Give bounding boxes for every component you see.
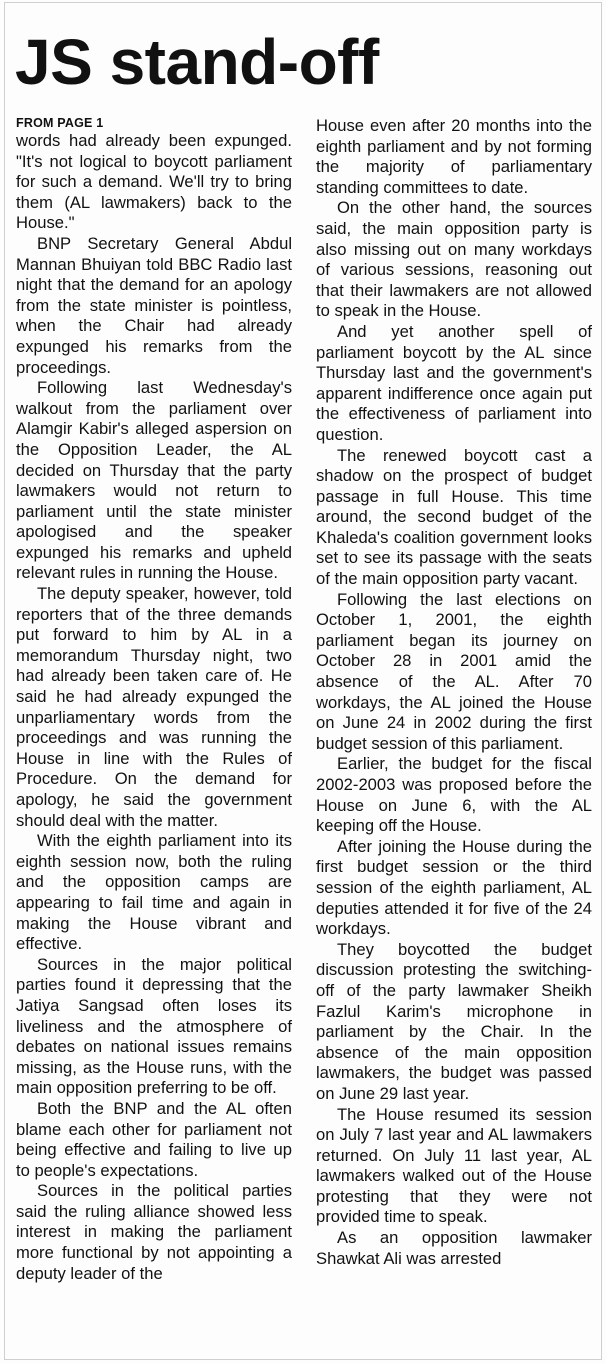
paragraph: Sources in the political parties said the ruling alliance showed less interest in making the parliament more functional by not appointing a deputy leader of the	[16, 1181, 292, 1283]
paragraph: Both the BNP and the AL often blame each other for parliament not being effective and failing to live up to people's expectations.	[16, 1098, 292, 1180]
paragraph: And yet another spell of parliament boycott by the AL since Thursday last and the government's apparent indifference once again put the effectiveness of parliament into question.	[316, 321, 592, 444]
paragraph: As an opposition lawmaker Shawkat Ali was arrested	[316, 1228, 592, 1268]
paragraph: House even after 20 months into the eighth parliament and by not forming the majority of parliamentary standing committees to date.	[316, 116, 592, 197]
paragraph: BNP Secretary General Abdul Mannan Bhuiyan told BBC Radio last night that the demand for an apology from the state minister is pointless, when the Chair had already expunged his remarks from the proceedings.	[16, 233, 292, 377]
article-column-left	[16, 116, 292, 1284]
paragraph: After joining the House during the first budget session or the third session of the eighth parliament, AL deputies attended it for five of the 24 workdays.	[316, 836, 592, 939]
headline: JS stand-off	[15, 26, 379, 98]
paragraph: With the eighth parliament into its eighth session now, both the ruling and the opposition camps are appearing to fail time and again in making the House vibrant and effective.	[16, 831, 292, 954]
continuation-kicker: FROM PAGE 1	[16, 116, 104, 130]
paragraph: Sources in the major political parties found it depressing that the Jatiya Sangsad often loses its liveliness and the atmosphere of debates on national issues remains missing, as the House runs, with the main opposition preferring to be off.	[16, 954, 292, 1098]
paragraph: Following the last elections on October 1, 2001, the eighth parliament began its journey on October 28 in 2001 amid the absence of the AL. After 70 workdays, the AL joined the House on June 24 in 2002 during the first budget session of this parliament.	[316, 589, 592, 753]
paragraph: words had already been expunged. "It's not logical to boycott parliament for such a demand. We'll try to bring them (AL lawmakers) back to the House."	[16, 131, 292, 233]
paragraph: Earlier, the budget for the fiscal 2002-2003 was proposed before the House on June 6, with the AL keeping off the House.	[316, 754, 592, 836]
paragraph: The deputy speaker, however, told reporters that of the three demands put forward to him by AL in a memorandum Thursday night, two had already been taken care of. He said he had already expunged the unparliamentary words from the proceedings and was running the House in line with the Rules of Procedure. On the demand for apology, he said the government should deal with the matter.	[16, 584, 292, 830]
paragraph: On the other hand, the sources said, the main opposition party is also missing out on many workdays of various sessions, reasoning out that their lawmakers are not allowed to speak in the House.	[316, 198, 592, 321]
paragraph: Following last Wednesday's walkout from the parliament over Alamgir Kabir's alleged aspersion on the Opposition Leader, the AL decided on Thursday that the party lawmakers would not return to parliament until the state minister apologised and the speaker expunged his remarks and upheld relevant rules in running the House.	[16, 378, 292, 583]
paragraph: The House resumed its session on July 7 last year and AL lawmakers returned. On July 11 last year, AL lawmakers walked out of the House protesting that they were not provided time to speak.	[316, 1104, 592, 1227]
paragraph: They boycotted the budget discussion protesting the switching-off of the party lawmaker Sheikh Fazlul Karim's microphone in parliament by the Chair. In the absence of the main opposition lawmakers, the budget was passed on June 29 last year.	[316, 939, 592, 1103]
paragraph: The renewed boycott cast a shadow on the prospect of budget passage in full House. This time around, the second budget of the Khaleda's coalition government looks set to see its passage with the seats of the main opposition party vacant.	[316, 445, 592, 589]
article-column-right	[316, 116, 592, 1269]
